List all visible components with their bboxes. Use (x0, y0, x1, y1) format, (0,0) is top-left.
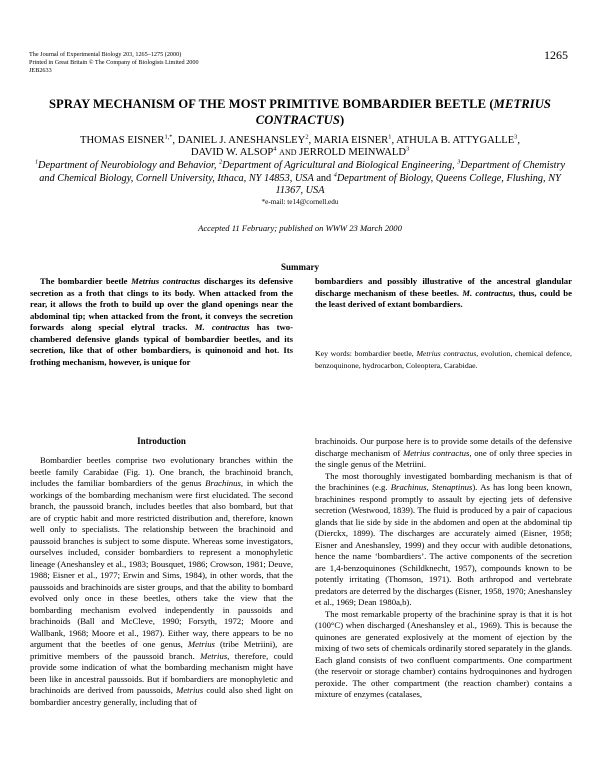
accepted-date: Accepted 11 February; published on WWW 23 March 2000 (198, 223, 402, 233)
title-close: ) (339, 113, 345, 127)
summary-text: has two-chambered defensive glands typical of bombardier beetles, and its secretion, like that of other bombardiers, is quinonoid and hot. Its frothing mechanism, however, is unique for (30, 322, 293, 367)
body-text: (tribe Metriini), are primitive members of the paussoid branch. (30, 639, 293, 661)
journal-line-3: JEB2633 (29, 67, 52, 75)
summary-text: The bombardier beetle (40, 276, 132, 286)
introduction-heading: Introduction (137, 436, 186, 446)
journal-citation (29, 51, 199, 76)
affil-1: Department of Neurobiology and Behavior, (38, 160, 219, 171)
species-name: Metrius contractus (131, 276, 201, 286)
affil-2: Department of Agricultural and Biological Engineering, (222, 160, 458, 171)
paper-title (30, 96, 570, 128)
species-name: Metrius contractus (402, 447, 470, 458)
genus-name: Metrius (200, 650, 228, 661)
affil-4-sup: 4 (333, 171, 337, 179)
body-text: , in which the workings of the bombarding mechanism were first elucidated. The second branch, the paussoid branch, includes beetles that also bombard, but that are of cryptic habit and more restricted distribution and, therefore, known well only to specialists. The relationship between the brachinoid and paussoid branches is subject to some dispute. Whereas some investigators, ourselves included, consider bombardiers to represent a monophyletic lineage (Aneshansley et al., 1983; Bousquet, 1986; Crowson, 1981; Deuve, 1988; Eisner et al., 1977; Erwin and Sims, 1984), in other words, that the paussoids and brachinoids are sister groups, and that the ability to bombard evolved only once in these beetles, others take the view that the bombarding mechanism evolved independently in paussoids and brachinoids (Ball and McCleve, 1990; Forsyth, 1972; Moore and Wallbank, 1968; Moore et al., 1987). Either way, there appears to be no argument that the beetles of one genus, (30, 478, 294, 649)
corresponding-email: *e-mail: te14@cornell.edu (261, 198, 339, 206)
body-text: , (426, 482, 432, 492)
author-2-sup: 2 (305, 133, 309, 141)
genus-name: Brachinus (390, 482, 427, 492)
author-6-sup: 3 (405, 145, 410, 153)
species-name: M. contractus (462, 287, 514, 298)
species-name: M. contractus (194, 322, 250, 332)
author-1-sup: 1,* (164, 133, 173, 141)
paragraph (315, 436, 572, 471)
intro-right-column (315, 436, 572, 701)
author-3-sup: 1 (388, 133, 392, 141)
author-4: ATHULA B. ATTYGALLE (396, 135, 515, 146)
author-list: THOMAS $EISNER^{1,*}$, DANIEL J. ANESHANSLEY$^2$, MARIA EISNER$^1$, ATHULA B. ATTYGALLE$^3$, DAVID W. ALSOP$^4$ AND JERROLD MEINWALD$^3$ (79, 133, 521, 159)
summary-left (30, 276, 293, 368)
affil-1-sup: 1 (34, 158, 39, 166)
affil-3-sup: 3 (457, 158, 461, 166)
species-name: Metrius contractus (416, 349, 477, 358)
affil-2-sup: 2 (218, 158, 223, 166)
affil-and: and (313, 172, 334, 184)
body-text: , one of only three species in the single genus of the Metriini. (315, 447, 573, 469)
summary-text: bombardiers and possibly illustrative of the ancestral glandular discharge mechanism of these beetles. (315, 276, 572, 298)
body-text: The most thoroughly investigated bombarding mechanism is that of the brachinines (e.g. (315, 470, 572, 492)
author-2: DANIEL J. ANESHANSLEY (177, 135, 306, 146)
author-4-sup: 3 (514, 133, 518, 141)
intro-left-column (30, 455, 293, 708)
summary-right (315, 276, 572, 311)
page-number: 1265 (544, 48, 568, 62)
body-text: brachinoids. Our purpose here is to provide some details of the defensive discharge mechanism of (315, 436, 572, 458)
journal-line-1: The Journal of Experimental Biology 203, 1265–1275 (2000) (29, 51, 182, 58)
genus-name: Metrius (187, 639, 215, 649)
journal-line-2: Printed in Great Britain © The Company of Biologists Limited 2000 (29, 59, 199, 67)
genus-name: Stenaptinus (431, 482, 473, 492)
summary-text: discharges its defensive secretion as a froth that clings to its body. When attacked from the rear, it allows the froth to build up over the gland openings near the abdominal tip; when attacked from the front, it conveys the secretion forwards along special elytral tracks. (30, 276, 294, 332)
author-3: MARIA EISNER (313, 135, 389, 146)
summary-heading: Summary (281, 262, 319, 272)
affil-4: Department of Biology, Queens College, Flushing, NY 11367, USA (275, 172, 561, 197)
title-species: METRIUS CONTRACTUS (255, 97, 552, 127)
author-5-sup: 4 (273, 145, 277, 153)
affil-3: Department of Chemistry and Chemical Biology, Cornell University, Ithaca, NY 14853, USA (39, 160, 566, 184)
summary-text: , thus, could be the least derived of extant bombardiers. (315, 287, 572, 309)
author-and: AND (279, 148, 297, 158)
paragraph (315, 471, 572, 609)
author-5: DAVID W. ALSOP (190, 147, 274, 159)
genus-name: Brachinus (205, 478, 241, 488)
body-text: Bombardier beetles comprise two evolutionary branches within the beetle family Carabidae (Fig. 1). One branch, the brachinoid branch, includes the familiar bombardiers of the genus (30, 455, 293, 488)
paragraph (30, 455, 293, 708)
author-1: THOMAS EISNER (79, 135, 165, 146)
body-text: , therefore, could provide some indication of what the bombarding mechanism might have been like in ancestral paussoids. But if bombardiers are monophyletic and brachinoids are derived from paussoids, (30, 650, 293, 695)
body-text: could also shed light on bombardier ancestry generally, including that of (30, 685, 293, 707)
body-text: ). As has long been known, brachinines respond promptly to assault by ejecting jets of defensive secretion (Westwood, 1839). The fluid is produced by a pair of capacious glands that lie side by side in the abdomen and open at the abdominal tip (Dierckx, 1899). The discharges are accurately aimed (Eisner, 1958; Eisner and Aneshansley, 1999) and they occur with audible detonations, hence the name ‘bombardiers’. The active components of the secretion are 1,4-benzoquinones (Schildknecht, 1957), compounds known to be potently irritating (Thomson, 1971). Both arthropod and vertebrate predators are deterred by the discharges (Eisner, 1958, 1970; Aneshansley et al., 1969; Dean 1980a,b). (315, 482, 572, 607)
keywords-text: Key words: bombardier beetle, (315, 349, 417, 358)
author-6: JERROLD MEINWALD (299, 147, 406, 159)
keywords-text: , evolution, chemical defence, benzoquinone, hydrocarbon, Coleoptera, Carabidae. (315, 349, 573, 370)
keywords (315, 348, 572, 371)
genus-name: Metrius (176, 685, 204, 695)
title-main: SPRAY MECHANISM OF THE MOST PRIMITIVE BOMBARDIER BEETLE ( (48, 97, 494, 111)
paragraph: The most remarkable property of the brachinine spray is that it is hot (100°C) when discharged (Aneshansley et al., 1969). This is because the quinones are generated explosively at the moment of ejection by the mixing of two sets of chemicals ordinarily stored separately in the glands. Each gland consists of two confluent compartments. One compartment (the reservoir or storage chamber) contains hydroquinones and hydrogen peroxide. The other compartment (the reaction chamber) contains a mixture of enzymes (catalases, (315, 608, 572, 699)
affiliations (30, 160, 570, 198)
